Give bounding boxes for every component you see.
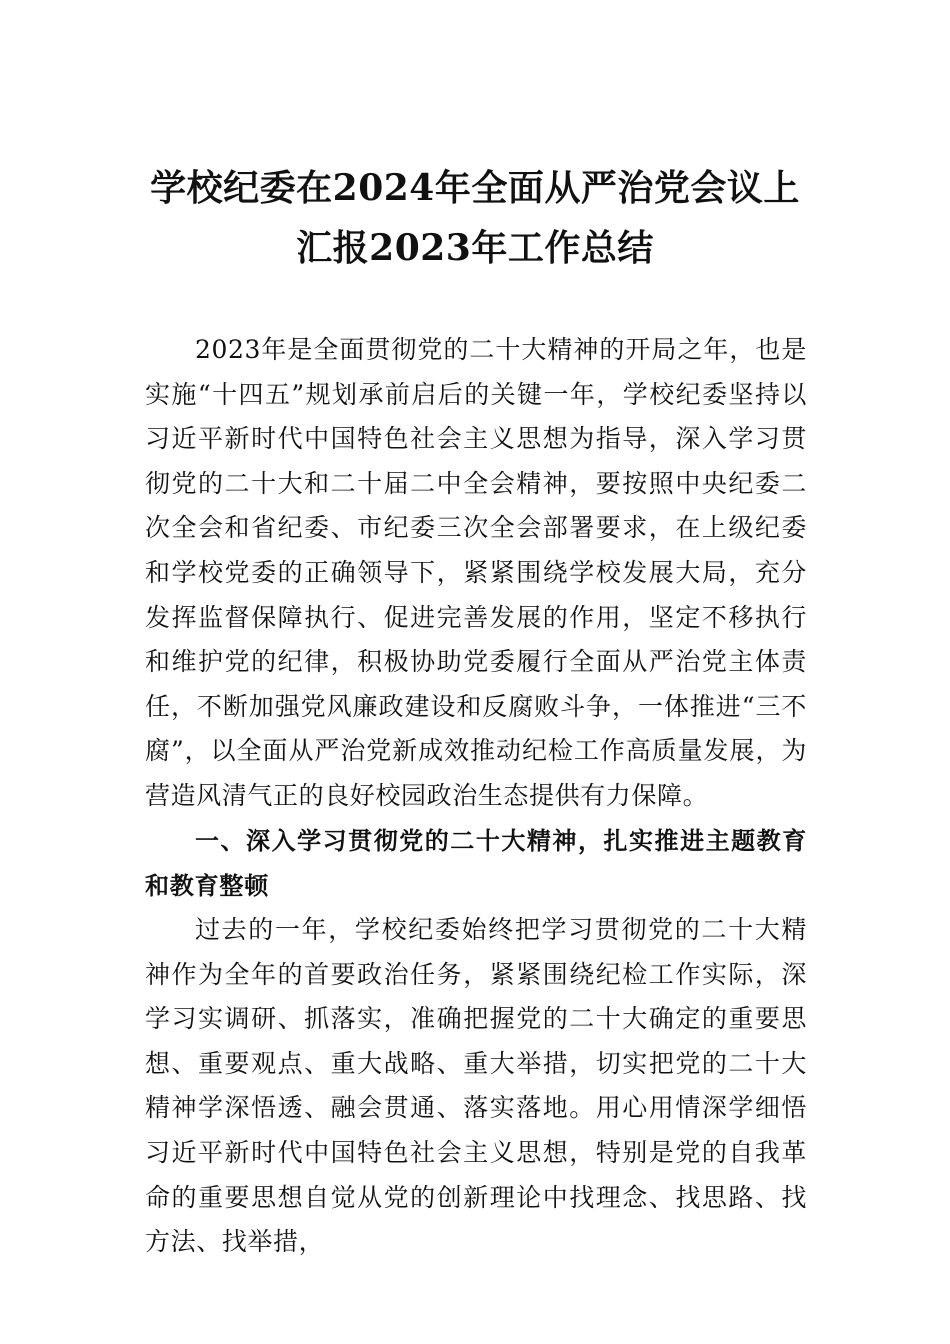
section-heading-1: 一、深入学习贯彻党的二十大精神，扎实推进主题教育和教育整顿 <box>145 827 807 900</box>
intro-paragraph: 2023年是全面贯彻党的二十大精神的开局之年，也是实施“十四五”规划承前启后的关键一年，学校纪委坚持以习近平新时代中国特色社会主义思想为指导，深入学习贯彻党的二十大和二十届二中全会精神，要按照中央纪委二次全会和省纪委、市纪委三次全会部署要求，在上级纪委和学校党委的正确领导下，紧紧围绕学校发展大局，充分发挥监督保障执行、促进完善发展的作用，坚定不移执行和维护党的纪律，积极协助党委履行全面从严治党主体责任，不断加强党风廉政建设和反腐败斗争，一体推进“三不腐”，以全面从严治党新成效推动纪检工作高质量发展，为营造风清气正的良好校园政治生态提供有力保障。 <box>145 335 807 810</box>
section-1-paragraph: 过去的一年，学校纪委始终把学习贯彻党的二十大精神作为全年的首要政治任务，紧紧围绕纪检工作实际，深学习实调研、抓落实，准确把握党的二十大确定的重要思想、重要观点、重大战略、重大举措，切实把党的二十大精神学深悟透、融会贯通、落实落地。用心用情深学细悟习近平新时代中国特色社会主义思想，特别是党的自我革命的重要思想自觉从党的创新理论中找理念、找思路、找方法、找举措， <box>145 915 807 1257</box>
document-title: 学校纪委在2024年全面从严治党会议上汇报2023年工作总结 <box>150 167 800 269</box>
